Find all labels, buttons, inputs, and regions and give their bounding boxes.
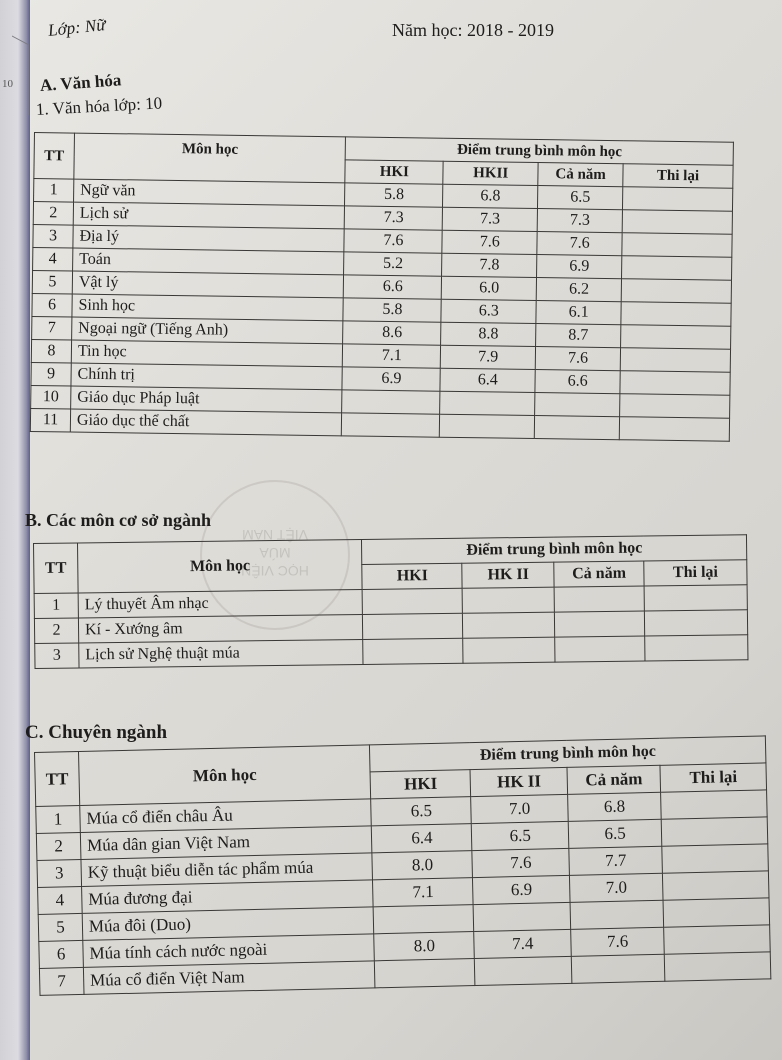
row-index: 2	[34, 618, 78, 644]
grade-retake	[644, 610, 747, 636]
stamp-line: MÚA	[259, 545, 291, 561]
grade-year: 7.6	[535, 347, 620, 371]
col-header-subject: Môn học	[77, 539, 362, 592]
grade-hk2	[475, 956, 572, 985]
col-header-year: Cả năm	[567, 765, 660, 794]
col-header-year: Cả năm	[554, 561, 644, 587]
grade-year: 6.1	[536, 301, 621, 325]
col-header-hk2: HK II	[470, 767, 567, 796]
subject-name: Lịch sử	[73, 202, 345, 229]
row-index: 7	[32, 316, 72, 340]
grade-hk2: 7.0	[471, 794, 568, 823]
subject-name: Vật lý	[72, 271, 344, 298]
grade-retake	[621, 325, 731, 350]
grade-hk1: 6.6	[344, 275, 442, 299]
subject-name: Múa cổ điển Việt Nam	[83, 961, 375, 995]
col-header-retake: Thi lại	[623, 164, 733, 189]
grade-retake	[622, 233, 732, 258]
grade-year: 7.6	[571, 927, 664, 956]
grade-hk2	[440, 391, 535, 415]
col-header-group: Điểm trung bình môn học	[362, 535, 747, 565]
grade-hk1: 5.8	[343, 298, 441, 322]
subject-name: Múa đương đại	[82, 880, 374, 914]
grade-hk2: 7.6	[442, 230, 537, 254]
row-index: 6	[39, 940, 84, 968]
grade-hk2: 7.3	[442, 207, 537, 231]
grade-hk1: 6.4	[372, 824, 472, 853]
subject-name: Múa tính cách nước ngoài	[83, 934, 375, 968]
row-index: 1	[34, 179, 74, 203]
grade-hk2: 6.3	[441, 299, 536, 323]
grade-retake	[619, 417, 729, 442]
grade-hk1: 7.3	[345, 206, 443, 230]
grade-retake	[620, 348, 730, 373]
grade-year	[570, 900, 663, 929]
grade-year	[555, 636, 645, 662]
grade-year: 6.8	[568, 792, 661, 821]
row-index: 5	[38, 913, 83, 941]
school-year	[392, 20, 554, 41]
row-index: 4	[38, 886, 83, 914]
col-header-subject: Môn học	[78, 745, 371, 806]
grade-hk2: 6.4	[440, 368, 535, 392]
subject-name: Giáo dục Pháp luật	[71, 386, 343, 413]
row-index: 2	[36, 832, 81, 860]
grade-hk1	[342, 390, 440, 414]
grade-hk2: 7.4	[474, 929, 571, 958]
grade-year: 7.3	[537, 209, 622, 233]
subject-name: Địa lý	[73, 225, 345, 252]
row-index: 3	[37, 859, 82, 887]
grade-year: 6.5	[538, 186, 623, 210]
grade-hk1: 5.2	[344, 252, 442, 276]
row-index: 5	[32, 270, 72, 294]
binder-mark: 10	[2, 78, 13, 90]
class-label: Lớp: Nữ	[47, 15, 107, 40]
subject-name: Múa dân gian Việt Nam	[80, 826, 372, 860]
row-index: 7	[39, 967, 84, 995]
grade-hk2: 6.8	[443, 184, 538, 208]
section-a-subtitle: 1. Văn hóa lớp: 10	[35, 93, 163, 119]
subject-name: Sinh học	[72, 294, 344, 321]
section-a-title: A. Văn hóa	[39, 70, 122, 95]
grade-hk2: 6.5	[472, 821, 569, 850]
col-header-tt: TT	[34, 543, 79, 594]
grade-hk2: 6.0	[442, 276, 537, 300]
grade-retake	[622, 256, 732, 281]
row-index: 6	[32, 293, 72, 317]
grade-hk2	[463, 637, 555, 663]
grade-retake	[621, 279, 731, 304]
binder-divider	[12, 35, 29, 115]
grade-retake	[645, 635, 748, 661]
subject-name: Kỹ thuật biểu diễn tác phẩm múa	[81, 853, 373, 887]
grade-hk1: 8.0	[374, 932, 474, 961]
row-index: 11	[30, 408, 70, 432]
col-header-hk1: HKI	[362, 563, 462, 589]
table-culture-grade10	[30, 132, 734, 442]
grade-hk2: 7.9	[441, 345, 536, 369]
grade-hk1	[342, 413, 440, 437]
grade-year	[554, 586, 644, 612]
grade-hk1	[374, 905, 474, 934]
grade-retake	[664, 925, 770, 954]
col-header-group: Điểm trung bình môn học	[346, 137, 734, 165]
grade-retake	[661, 790, 767, 819]
grade-hk1: 6.5	[371, 797, 471, 826]
table-major-subjects	[34, 735, 771, 996]
row-index: 1	[36, 805, 81, 833]
grade-retake	[662, 844, 768, 873]
grade-retake	[661, 817, 767, 846]
grade-hk1: 6.9	[342, 367, 440, 391]
row-index: 8	[31, 339, 71, 363]
grade-year	[571, 954, 664, 983]
grade-year: 7.6	[537, 232, 622, 256]
row-index: 2	[33, 202, 73, 226]
grade-hk1	[375, 959, 475, 988]
col-header-tt: TT	[34, 133, 75, 180]
grade-hk1: 7.1	[373, 878, 473, 907]
subject-name: Ngữ văn	[73, 179, 345, 206]
col-header-tt: TT	[35, 751, 80, 806]
col-header-hk1: HKI	[370, 770, 470, 799]
subject-name: Kí - Xướng âm	[78, 614, 363, 642]
table-foundation-subjects	[33, 534, 748, 669]
grade-year: 8.7	[536, 324, 621, 348]
grade-hk1	[363, 638, 463, 664]
grade-hk1: 8.0	[372, 851, 472, 880]
school-year-value: 2018 - 2019	[466, 20, 554, 40]
subject-name: Múa cổ điển châu Âu	[80, 799, 372, 833]
col-header-group: Điểm trung bình môn học	[370, 736, 766, 772]
subject-name: Giáo dục thể chất	[70, 409, 342, 436]
grade-hk2: 6.9	[473, 875, 570, 904]
grade-retake	[622, 210, 732, 235]
grade-retake	[664, 952, 770, 981]
grade-hk1: 5.8	[345, 183, 443, 207]
grade-year: 6.5	[568, 819, 661, 848]
grade-year: 6.6	[535, 370, 620, 394]
grade-hk2	[473, 902, 570, 931]
subject-name: Lý thuyết Âm nhạc	[78, 589, 363, 617]
grade-year	[555, 611, 645, 637]
school-year-label: Năm học:	[392, 20, 463, 40]
grade-year	[534, 416, 619, 440]
col-header-hk2: HK II	[462, 562, 554, 588]
grade-retake	[623, 187, 733, 212]
col-header-subject: Môn học	[74, 133, 346, 183]
row-index: 3	[33, 224, 73, 248]
row-index: 10	[31, 385, 71, 409]
grade-hk2	[440, 414, 535, 438]
row-index: 9	[31, 362, 71, 386]
grade-year: 7.7	[569, 846, 662, 875]
grade-hk1: 7.6	[344, 229, 442, 253]
grade-hk2: 7.6	[472, 848, 569, 877]
grade-hk1: 8.6	[343, 321, 441, 345]
grade-hk2	[462, 587, 554, 613]
stamp-line: VIỆT NAM	[242, 527, 308, 543]
grade-retake	[620, 394, 730, 419]
grade-retake	[620, 371, 730, 396]
col-header-retake: Thi lại	[644, 560, 747, 586]
subject-name: Múa đôi (Duo)	[82, 907, 374, 941]
grade-year: 7.0	[570, 873, 663, 902]
grade-hk1	[363, 613, 463, 639]
grade-hk2: 8.8	[441, 322, 536, 346]
subject-name: Tin học	[71, 340, 343, 367]
col-header-hk1: HKI	[345, 160, 443, 184]
grade-hk1	[363, 588, 463, 614]
subject-name: Toán	[73, 248, 345, 275]
grade-retake	[663, 898, 769, 927]
row-index: 1	[34, 593, 78, 619]
grade-hk2	[463, 612, 555, 638]
section-c-title: C. Chuyên ngành	[25, 722, 168, 743]
grade-hk1: 7.1	[343, 344, 441, 368]
grade-year: 6.9	[537, 255, 622, 279]
grade-year: 6.2	[536, 278, 621, 302]
grade-retake	[621, 302, 731, 327]
grade-hk2: 7.8	[442, 253, 537, 277]
grade-retake	[663, 871, 769, 900]
col-header-retake: Thi lại	[660, 763, 766, 792]
col-header-hk2: HKII	[443, 161, 538, 185]
row-index: 3	[35, 643, 79, 669]
stamp-line: HỌC VIỆN	[241, 563, 309, 579]
section-b-title: B. Các môn cơ sở ngành	[25, 510, 211, 530]
grade-retake	[644, 585, 747, 611]
row-index: 4	[33, 247, 73, 271]
subject-name: Ngoại ngữ (Tiếng Anh)	[72, 317, 344, 344]
col-header-year: Cả năm	[538, 163, 623, 187]
subject-name: Chính trị	[71, 363, 343, 390]
grade-year	[535, 393, 620, 417]
subject-name: Lịch sử Nghệ thuật múa	[79, 639, 364, 667]
